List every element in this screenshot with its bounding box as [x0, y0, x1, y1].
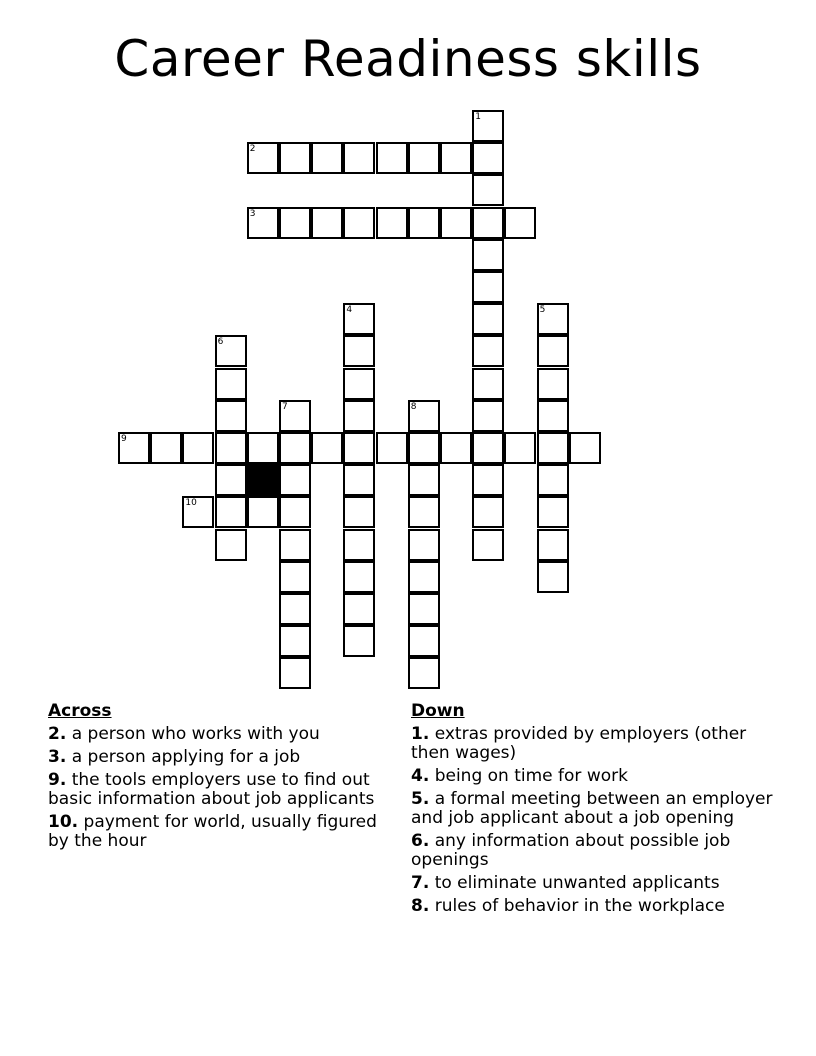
across-clue-2: 2. a person who works with you — [48, 724, 320, 744]
grid-cell[interactable] — [279, 529, 311, 561]
grid-cell[interactable] — [472, 174, 504, 206]
grid-cell[interactable] — [215, 368, 247, 400]
grid-cell[interactable] — [440, 432, 472, 464]
grid-cell[interactable] — [343, 400, 375, 432]
grid-cell[interactable] — [472, 335, 504, 367]
across-clue-9: 9. the tools employers use to find out basic information about job applicants — [48, 770, 375, 809]
down-clue-8: 8. rules of behavior in the workplace — [411, 896, 725, 916]
grid-cell[interactable] — [408, 625, 440, 657]
grid-cell[interactable] — [537, 529, 569, 561]
grid-cell[interactable] — [537, 303, 569, 335]
grid-cell[interactable] — [440, 142, 472, 174]
grid-cell[interactable] — [504, 432, 536, 464]
grid-cell[interactable] — [408, 142, 440, 174]
down-clue-6: 6. any information about possible job openings — [411, 831, 731, 870]
across-clues — [48, 702, 398, 855]
grid-cell[interactable] — [279, 207, 311, 239]
grid-cell[interactable] — [279, 657, 311, 689]
grid-cell[interactable] — [279, 561, 311, 593]
grid-cell[interactable] — [569, 432, 601, 464]
grid-cell[interactable] — [504, 207, 536, 239]
grid-cell[interactable] — [537, 561, 569, 593]
grid-cell[interactable] — [408, 432, 440, 464]
black-square — [247, 464, 279, 496]
grid-cell[interactable] — [343, 529, 375, 561]
grid-cell[interactable] — [537, 335, 569, 367]
grid-cell[interactable] — [311, 207, 343, 239]
grid-cell[interactable] — [440, 207, 472, 239]
clue-number: 5 — [539, 305, 546, 316]
grid-cell[interactable] — [215, 400, 247, 432]
grid-cell[interactable] — [408, 657, 440, 689]
across-clue-3: 3. a person applying for a job — [48, 747, 301, 767]
grid-cell[interactable] — [376, 142, 408, 174]
grid-cell[interactable] — [472, 207, 504, 239]
grid-cell[interactable] — [118, 432, 150, 464]
grid-cell[interactable] — [376, 432, 408, 464]
grid-cell[interactable] — [472, 142, 504, 174]
grid-cell[interactable] — [279, 142, 311, 174]
grid-cell[interactable] — [279, 593, 311, 625]
grid-cell[interactable] — [408, 593, 440, 625]
grid-cell[interactable] — [279, 432, 311, 464]
grid-cell[interactable] — [343, 496, 375, 528]
across-clue-10: 10. payment for world, usually figured by the hour — [48, 812, 377, 851]
grid-cell[interactable] — [215, 432, 247, 464]
grid-cell[interactable] — [472, 368, 504, 400]
grid-cell[interactable] — [182, 496, 214, 528]
grid-cell[interactable] — [343, 335, 375, 367]
clue-number: 1 — [475, 112, 481, 122]
grid-cell[interactable] — [311, 432, 343, 464]
down-clues — [411, 702, 781, 920]
grid-cell[interactable] — [408, 464, 440, 496]
grid-cell[interactable] — [408, 496, 440, 528]
grid-cell[interactable] — [343, 625, 375, 657]
grid-cell[interactable] — [537, 432, 569, 464]
grid-cell[interactable] — [343, 593, 375, 625]
grid-cell[interactable] — [537, 496, 569, 528]
grid-cell[interactable] — [215, 496, 247, 528]
grid-cell[interactable] — [150, 432, 182, 464]
grid-cell[interactable] — [472, 110, 504, 142]
grid-cell[interactable] — [472, 303, 504, 335]
grid-cell[interactable] — [472, 432, 504, 464]
down-heading: Down — [411, 701, 465, 721]
clue-number: 4 — [346, 305, 353, 316]
grid-cell[interactable] — [279, 464, 311, 496]
clue-number: 7 — [282, 401, 288, 412]
down-clue-7: 7. to eliminate unwanted applicants — [411, 873, 720, 893]
down-clue-1: 1. extras provided by employers (other then wages) — [411, 724, 747, 763]
grid-cell[interactable] — [343, 142, 375, 174]
grid-cell[interactable] — [408, 529, 440, 561]
grid-cell[interactable] — [247, 432, 279, 464]
grid-cell[interactable] — [247, 207, 279, 239]
grid-cell[interactable] — [343, 303, 375, 335]
grid-cell[interactable] — [343, 464, 375, 496]
grid-cell[interactable] — [472, 271, 504, 303]
grid-cell[interactable] — [279, 400, 311, 432]
grid-cell[interactable] — [376, 207, 408, 239]
grid-cell[interactable] — [472, 464, 504, 496]
grid-cell[interactable] — [472, 529, 504, 561]
grid-cell[interactable] — [215, 464, 247, 496]
down-clue-5: 5. a formal meeting between an employer and job applicant about a job opening — [411, 789, 773, 828]
clue-number: 6 — [217, 337, 224, 348]
grid-cell[interactable] — [215, 335, 247, 367]
page-title: Career Readiness skills — [114, 30, 702, 88]
grid-cell[interactable] — [311, 142, 343, 174]
grid-cell[interactable] — [343, 561, 375, 593]
grid-cell[interactable] — [279, 496, 311, 528]
grid-cell[interactable] — [408, 400, 440, 432]
grid-cell[interactable] — [472, 239, 504, 271]
clue-number: 2 — [249, 144, 256, 155]
grid-cell[interactable] — [537, 400, 569, 432]
grid-cell[interactable] — [343, 207, 375, 239]
clue-number: 9 — [121, 434, 127, 444]
grid-cell[interactable] — [408, 561, 440, 593]
grid-cell[interactable] — [537, 368, 569, 400]
grid-cell[interactable] — [537, 464, 569, 496]
grid-cell[interactable] — [343, 432, 375, 464]
grid-cell[interactable] — [215, 529, 247, 561]
grid-cell[interactable] — [182, 432, 214, 464]
grid-cell[interactable] — [279, 625, 311, 657]
grid-cell[interactable] — [343, 368, 375, 400]
clue-number: 8 — [410, 401, 417, 412]
clue-number: 3 — [249, 208, 256, 219]
across-heading: Across — [48, 701, 112, 721]
grid-cell[interactable] — [247, 496, 279, 528]
grid-cell[interactable] — [408, 207, 440, 239]
down-clue-4: 4. being on time for work — [411, 766, 628, 786]
grid-cell[interactable] — [472, 496, 504, 528]
clue-number: 10 — [185, 498, 197, 509]
grid-cell[interactable] — [472, 400, 504, 432]
grid-cell[interactable] — [247, 142, 279, 174]
